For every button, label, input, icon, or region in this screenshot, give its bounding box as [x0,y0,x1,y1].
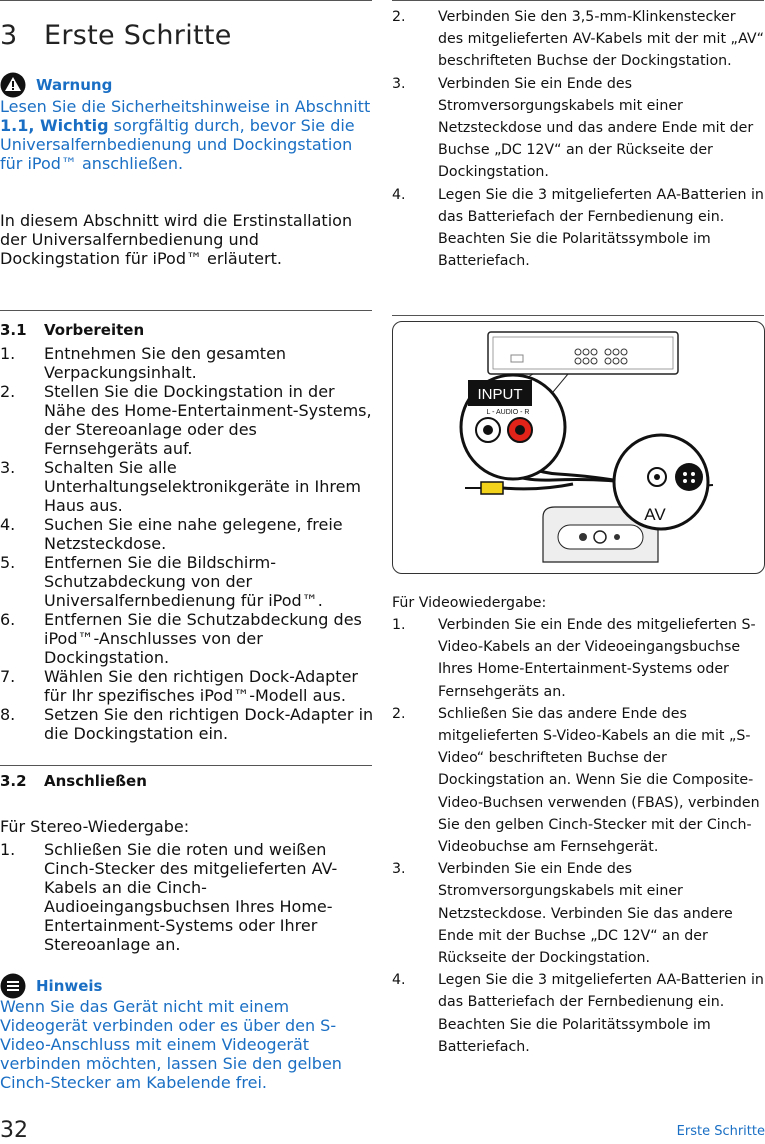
stereo-label: Für Stereo-Wiedergabe: [0,817,190,836]
list-item-text: Stellen Sie die Dockingstation in der Nähe des Home-Entertainment-Systems, der Stereoanlage oder des Fernsehgeräts auf. [44,382,372,458]
list-item [392,184,764,273]
list-item-text: Suchen Sie eine nahe gelegene, freie Netzsteckdose. [44,515,343,553]
list-item-text: Verbinden Sie ein Ende des mitgelieferten S-Video-Kabels an der Videoeingangsbuchse Ihres Home-Entertainment-Systems oder Fernsehgeräts an. [438,617,756,700]
list-item-text: Entnehmen Sie den gesamten Verpackungsinhalt. [44,344,287,382]
audio-label: L - AUDIO - R [486,409,530,416]
list-item-number: 4. [0,515,16,534]
list-item-number: 1. [0,840,16,859]
prepare-title: Vorbereiten [44,321,145,339]
list-item-number: 3. [392,75,406,92]
note-text: Wenn Sie das Gerät nicht mit einem Videogerät verbinden oder es über den S-Video-Anschluss mit einem Videogerät verbinden möchten, lassen Sie den gelben Cinch-Stecker am Kabelende frei. [0,997,342,1092]
note-heading [0,973,102,999]
list-item [392,614,764,703]
list-item [0,610,374,667]
list-item [0,667,374,705]
list-item-number: 4. [392,972,406,989]
list-item [392,6,764,73]
list-item-number: 5. [0,553,16,572]
list-item [392,858,764,969]
list-item-text: Verbinden Sie ein Ende des Stromversorgungskabels mit einer Netzsteckdose und das andere Ende mit der Buchse „DC 12V“ an der Rückseite der Dockingstation. [438,75,754,181]
note-icon [0,973,26,999]
yellow-plug [481,482,503,494]
warning-text-before: Lesen Sie die Sicherheitshinweise in Abschnitt [0,97,371,116]
list-item-text: Wählen Sie den richtigen Dock-Adapter für Ihr spezifisches iPod™-Modell aus. [44,667,358,705]
figure-rule [392,315,764,316]
warning-text-after: sorgfältig durch, bevor Sie die Universalfernbedienung und Dockingstation für iPod™ anschließen. [0,116,355,173]
list-item-text: Schalten Sie alle Unterhaltungselektronikgeräte in Ihrem Haus aus. [44,458,362,515]
list-item-number: 1. [392,617,406,633]
list-item-number: 8. [0,705,16,724]
warning-icon [0,72,26,98]
list-item-text: Verbinden Sie ein Ende des Stromversorgungskabels mit einer Netzsteckdose. Verbinden Sie das andere Ende mit der Buchse „DC 12V“ an der Rückseite der Dockingstation. [438,861,733,967]
warning-text [0,97,372,173]
list-item [0,553,374,610]
list-item-number: 3. [0,458,16,477]
connection-figure [392,321,765,574]
prepare-heading [0,321,144,339]
list-item-number: 1. [0,344,16,363]
list-item-number: 2. [392,9,406,25]
list-item [392,969,764,1058]
list-item [0,840,374,954]
list-item [392,703,764,858]
connect-heading [0,772,147,790]
list-item-number: 2. [0,382,16,401]
list-item-text: Verbinden Sie den 3,5-mm-Klinkenstecker des mitgelieferten AV-Kabels mit der mit „AV“ beschrifteten Buchse der Dockingstation. [438,9,764,70]
list-item [0,382,374,458]
list-item-text: Schließen Sie das andere Ende des mitgelieferten S-Video-Kabels an die mit „S-Video“ beschrifteten Buchse der Dockingstation an. Wenn Sie die Composite-Video-Buchsen verwenden (FBAS), verbinden Sie den gelben Cinch-Stecker mit der Cinch-Videobuchse am Fernsehgerät. [438,705,760,856]
section-number: 3 [0,20,18,51]
list-item-number: 3. [392,861,406,878]
stereo-list-continued [392,6,764,272]
connect-title: Anschließen [44,772,147,790]
section-title [0,18,232,54]
connect-number: 3.2 [0,772,27,790]
right-top-rule [392,0,764,1]
av-label: AV [644,505,666,524]
warning-heading [0,72,112,98]
stereo-list [0,840,374,954]
section-rule-connect [0,765,372,766]
list-item [0,458,374,515]
list-item [0,344,374,382]
warning-label: Warnung [36,76,113,94]
list-item [0,705,374,743]
list-item [392,73,764,184]
list-item-text: Setzen Sie den richtigen Dock-Adapter in die Dockingstation ein. [44,705,374,743]
video-label: Für Videowiedergabe: [392,595,547,611]
list-item-number: 4. [392,186,406,203]
warning-text-bold: 1.1, Wichtig [0,116,109,135]
prepare-list [0,344,374,743]
input-label: INPUT [477,386,523,403]
list-item-text: Schließen Sie die roten und weißen Cinch-Stecker des mitgelieferten AV-Kabels an die Cinch-Audioeingangsbuchsen Ihres Home-Entertainment-Systems oder Ihrer Stereoanlage an. [44,840,338,954]
top-rule [0,0,372,1]
note-label: Hinweis [36,977,103,995]
page-number: 32 [0,1118,28,1143]
list-item-text: Entfernen Sie die Bildschirm-Schutzabdeckung von der Universalfernbedienung für iPod™. [44,553,323,610]
list-item-number: 6. [0,610,16,629]
connection-diagram [393,322,764,573]
list-item-number: 7. [0,667,16,686]
section-rule-prepare [0,310,372,311]
video-list [392,614,764,1058]
list-item [0,515,374,553]
footer-chapter-label: Erste Schritte [676,1124,765,1139]
list-item-number: 2. [392,705,406,722]
intro-paragraph: In diesem Abschnitt wird die Erstinstallation der Universalfernbedienung und Dockingstation für iPod™ erläutert. [0,211,353,268]
list-item-text: Legen Sie die 3 mitgelieferten AA-Batterien in das Batteriefach der Fernbedienung ein. Beachten Sie die Polaritätssymbole im Batteriefach. [438,972,764,1055]
prepare-number: 3.1 [0,321,27,339]
section-title-text: Erste Schritte [44,20,232,51]
list-item-text: Entfernen Sie die Schutzabdeckung des iPod™-Anschlusses von der Dockingstation. [44,610,362,667]
list-item-text: Legen Sie die 3 mitgelieferten AA-Batterien in das Batteriefach der Fernbedienung ein. Beachten Sie die Polaritätssymbole im Batteriefach. [438,186,764,270]
